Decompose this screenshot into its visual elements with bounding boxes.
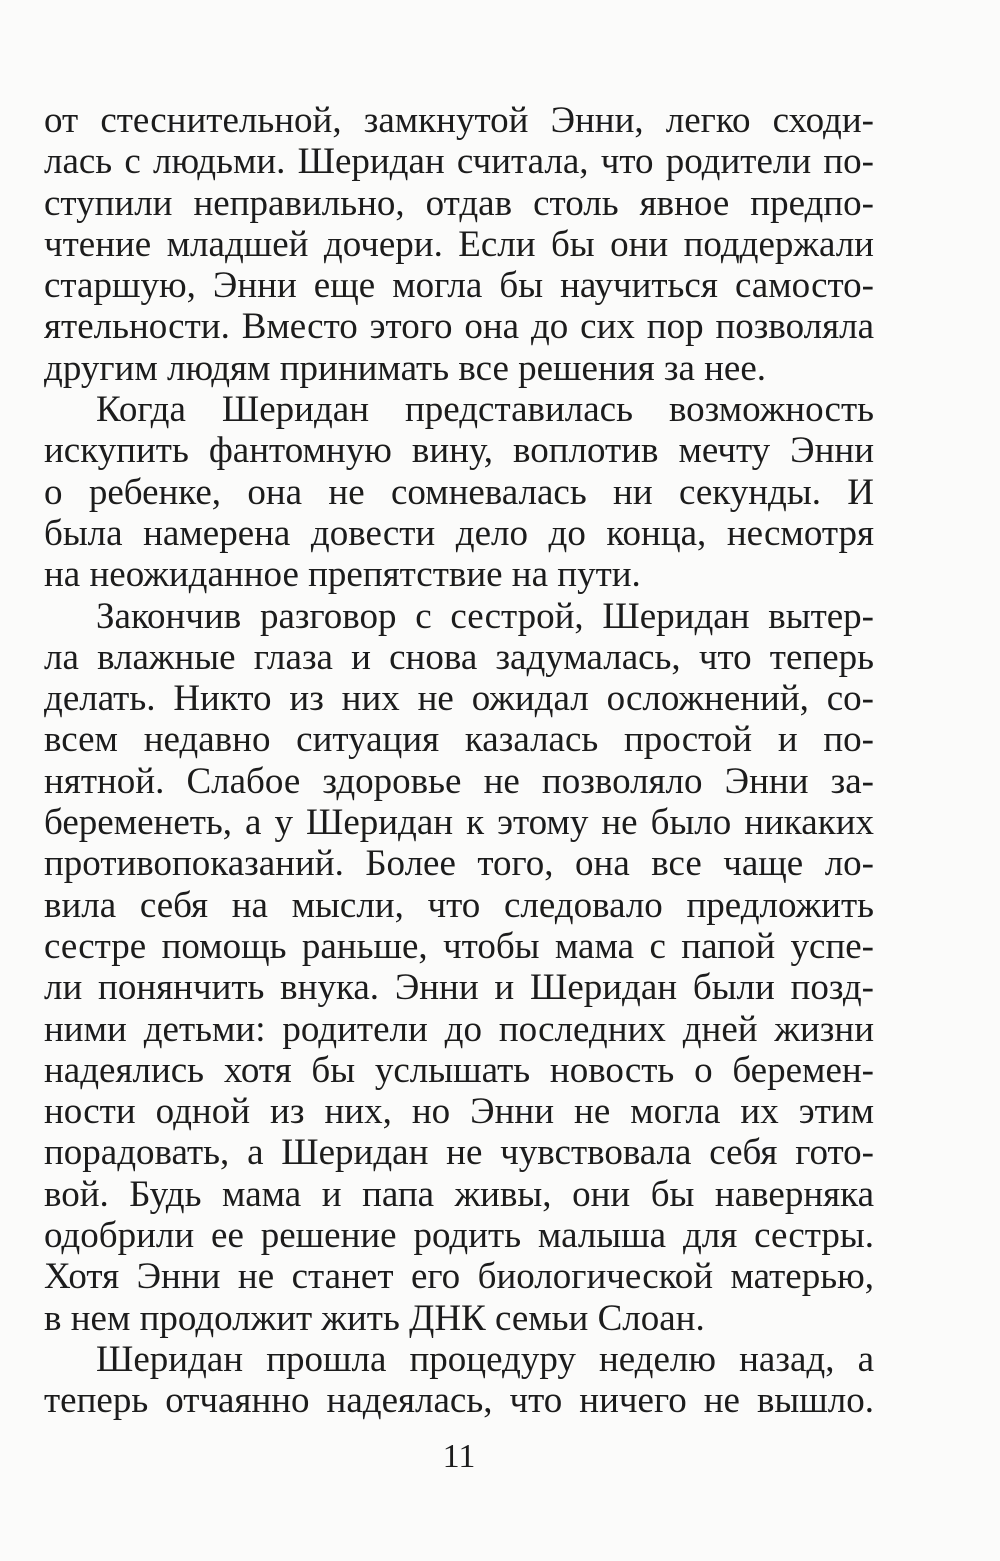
text-line: сестре помощь раньше, чтобы мама с папой успе-: [44, 925, 874, 967]
body-text: [44, 100, 874, 1422]
text-line: ли понянчить внука. Энни и Шеридан были позд-: [44, 967, 874, 1009]
text-line: ности одной из них, но Энни не могла их этим: [44, 1091, 874, 1133]
text-line: теперь отчаянно надеялась, что ничего не вышло.: [44, 1380, 874, 1422]
text-line: искупить фантомную вину, воплотив мечту Энни: [44, 430, 874, 472]
text-line: чтение младшей дочери. Если бы они поддержали: [44, 223, 874, 265]
text-line: о ребенке, она не сомневалась ни секунды. И: [44, 471, 874, 513]
text-line: вила себя на мысли, что следовало предложить: [44, 884, 874, 926]
text-line: в нем продолжит жить ДНК семьи Слоан.: [44, 1297, 705, 1339]
text-line: от стеснительной, замкнутой Энни, легко сходи-: [44, 100, 874, 141]
text-line: Закончив разговор с сестрой, Шеридан вытер-: [96, 595, 874, 637]
text-line: старшую, Энни еще могла бы научиться самосто-: [44, 265, 874, 307]
text-line: лась с людьми. Шеридан считала, что родители по-: [44, 141, 874, 183]
text-line: была намерена довести дело до конца, несмотря: [44, 512, 874, 554]
text-line: Хотя Энни не станет его биологической матерью,: [44, 1256, 874, 1298]
text-line: ла влажные глаза и снова задумалась, что теперь: [44, 636, 874, 678]
text-line: делать. Никто из них не ожидал осложнений, со-: [44, 678, 874, 720]
text-line: ступили неправильно, отдав столь явное предпо-: [44, 182, 874, 224]
text-line: одобрили ее решение родить малыша для сестры.: [44, 1215, 874, 1257]
text-line: ними детьми: родители до последних дней жизни: [44, 1008, 874, 1050]
text-line: противопоказаний. Более того, она все чаще ло-: [44, 843, 874, 885]
text-line: беременеть, а у Шеридан к этому не было никаких: [44, 802, 874, 844]
text-line: нятной. Слабое здоровье не позволяло Энни за-: [44, 760, 874, 802]
page-number: 11: [442, 1438, 476, 1475]
text-line: на неожиданное препятствие на пути.: [44, 554, 641, 596]
text-line: вой. Будь мама и папа живы, они бы наверняка: [44, 1173, 874, 1215]
text-line: надеялись хотя бы услышать новость о беремен-: [44, 1049, 874, 1091]
text-line: порадовать, а Шеридан не чувствовала себя гото-: [44, 1132, 874, 1174]
text-line: Шеридан прошла процедуру неделю назад, а: [96, 1338, 874, 1380]
text-line: всем недавно ситуация казалась простой и по-: [44, 719, 874, 761]
text-line: ятельности. Вместо этого она до сих пор позволяла: [44, 306, 874, 348]
text-line: Когда Шеридан представилась возможность: [96, 389, 874, 431]
text-line: другим людям принимать все решения за нее.: [44, 347, 767, 389]
